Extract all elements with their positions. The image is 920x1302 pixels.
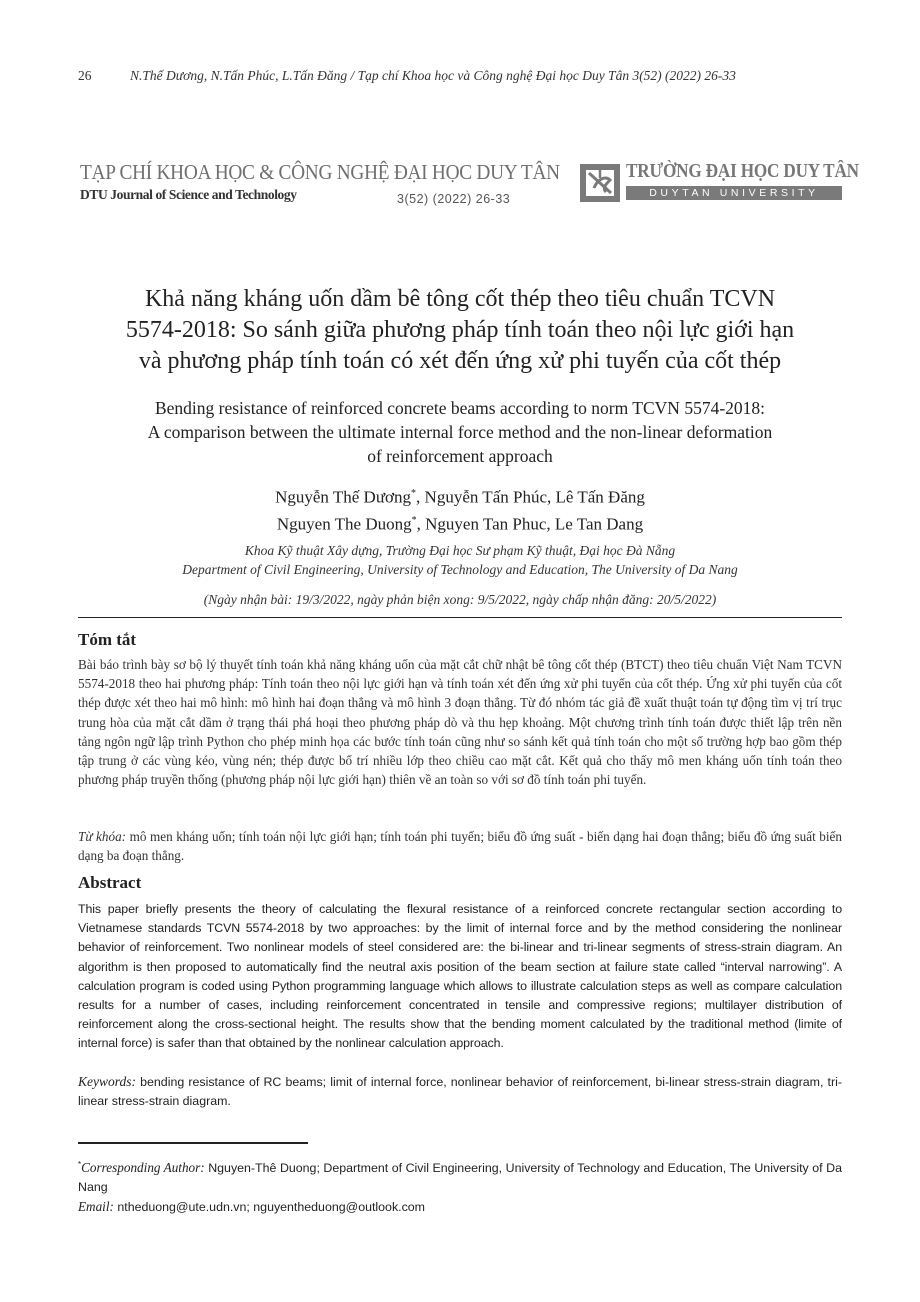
email-link[interactable]: ntheduong@ute.udn.vn: [117, 1200, 247, 1215]
co-authors: , Nguyễn Tấn Phúc, Lê Tấn Đăng: [416, 487, 645, 507]
footnote-divider: [78, 1142, 308, 1144]
title-vi-line: Khả năng kháng uốn dầm bê tông cốt thép theo tiêu chuẩn TCVN: [144, 286, 776, 312]
keywords-label: Keywords:: [78, 1074, 136, 1089]
corresponding-mark: *: [411, 514, 417, 526]
title-en-line: Bending resistance of reinforced concrete beams according to norm TCVN 5574-2018:: [154, 398, 766, 418]
university-name-en: DUYTAN UNIVERSITY: [626, 186, 842, 200]
abstract-heading: Abstract: [78, 873, 142, 892]
divider: [78, 617, 842, 618]
affiliation: [60, 541, 860, 579]
summary-heading: Tóm tắt: [78, 630, 137, 649]
keywords-en: [78, 1072, 842, 1111]
title-en-line: A comparison between the ultimate internal force method and the non-linear deformation: [147, 422, 773, 442]
author-name: Nguyễn Thế Dương: [275, 487, 412, 507]
summary-body: Bài báo trình bày sơ bộ lý thuyết tính toán khả năng kháng uốn của mặt cắt chữ nhật bê tông cốt thép (BTCT) theo tiêu chuẩn Việt Nam TCVN 5574-2018 theo hai phương pháp: Tính toán theo nội lực giới hạn và tính toán xét đến ứng xử phi tuyến của cốt thép. Ứng xử phi tuyến của cốt thép được xét theo hai mô hình: mô hình hai đoạn thẳng và mô hình 3 đoạn thẳng. Từ đó nhóm tác giả đề xuất thuật toán tự động tìm vị trí trục trung hòa của mặt cắt dầm ở trạng thái phá hoại theo phương pháp dò và thu hẹp khoảng. Một chương trình tính toán được thiết lập trên nền tảng ngôn ngữ lập trình Python cho phép minh họa các bước tính toán cũng như so sánh kết quả tính toán cho một số trường hợp bao gồm thép tập trung ở các vùng kéo, vùng nén; thép được bố trí nhiều lớp theo chiều cao mặt cắt. Kết quả cho thấy mô men kháng uốn tính toán theo phương pháp truyền thống (phương pháp nội lực giới hạn) thiên về an toàn so với sơ đồ tính toán phi tuyến.: [78, 657, 842, 788]
running-head: [78, 68, 736, 84]
authors-vi: [60, 482, 860, 509]
footnote-label: Corresponding Author:: [81, 1160, 205, 1176]
corresponding-author: [78, 1155, 842, 1197]
authors-en: [60, 509, 860, 536]
authors: [60, 482, 860, 535]
keywords-text: mô men kháng uốn; tính toán nội lực giới hạn; tính toán phi tuyến; biểu đồ ứng suất - biến dạng hai đoạn thẳng; biểu đồ ứng suất biến dạng ba đoạn thẳng.: [78, 829, 842, 864]
article-dates: (Ngày nhận bài: 19/3/2022, ngày phản biện xong: 9/5/2022, ngày chấp nhận đăng: 20/5/2022): [203, 592, 717, 607]
duytan-logo-icon: [580, 164, 620, 202]
footnote-mark: *: [78, 1160, 82, 1169]
journal-masthead: [80, 160, 560, 206]
author-name: Nguyen The Duong: [276, 514, 412, 534]
footnote: [78, 1155, 842, 1217]
university-logo: [580, 161, 859, 202]
running-citation: N.Thế Dương, N.Tấn Phúc, L.Tấn Đăng / Tạp chí Khoa học và Công nghệ Đại học Duy Tân 3(52) (2022) 26-33: [130, 68, 736, 83]
email-line: [78, 1197, 842, 1217]
journal-title-vi: TẠP CHÍ KHOA HỌC & CÔNG NGHỆ ĐẠI HỌC DUY TÂN: [80, 160, 560, 184]
keywords-vi: [78, 827, 842, 865]
title-vi-line: và phương pháp tính toán có xét đến ứng xử phi tuyến của cốt thép: [138, 348, 782, 374]
affiliation-vi: Khoa Kỹ thuật Xây dựng, Trường Đại học Sư phạm Kỹ thuật, Đại học Đà Nẵng: [244, 543, 676, 558]
keywords-label: Từ khóa:: [78, 829, 127, 844]
keywords-text: bending resistance of RC beams; limit of internal force, nonlinear behavior of reinforcement, bi-linear stress-strain diagram, tri-linear stress-strain diagram.: [78, 1075, 842, 1109]
article-title-en: [60, 396, 860, 468]
title-en-line: of reinforcement approach: [367, 446, 553, 466]
email-link[interactable]: nguyentheduong@outlook.com: [253, 1200, 425, 1215]
affiliation-en: Department of Civil Engineering, University of Technology and Education, The University of Da Nang: [182, 562, 738, 577]
email-label: Email:: [78, 1199, 114, 1215]
corresponding-mark: *: [411, 488, 417, 499]
abstract-body: This paper briefly presents the theory of calculating the flexural resistance of a reinforced concrete rectangular section according to Vietnamese standards TCVN 5574-2018 by two approaches: by the limit of internal force and by the method considering the nonlinear behavior of reinforcement. Two nonlinear models of steel considered are: the bi-linear and tri-linear segments of stress-strain diagram. An algorithm is then proposed to automatically find the neutral axis position of the beam section at failure state called “interval narrowing”. A calculation program is coded using Python programming language which allows to illustrate calculation steps as well as compare calculation results for a number of cases, including reinforcement concentrated in tensile and compressive regions; multilayer distribution of reinforcement along the cross-sectional height. The results show that the bending moment calculated by the traditional method (limite of internal force) is safer than that obtained by the nonlinear calculation approach.: [78, 902, 842, 1051]
email-separator: ;: [246, 1200, 254, 1215]
title-vi-line: 5574-2018: So sánh giữa phương pháp tính toán theo nội lực giới hạn: [125, 317, 795, 343]
article-title-vi: [60, 284, 860, 377]
page-number: 26: [78, 68, 92, 83]
journal-title-en: DTU Journal of Science and Technology: [80, 187, 297, 202]
co-authors: , Nguyen Tan Phuc, Le Tan Dang: [416, 514, 644, 534]
journal-volume: 3(52) (2022) 26-33: [397, 192, 511, 206]
footnote-text: Nguyen-Thê Duong; Department of Civil Engineering, University of Technology and Education, The University of Da Nang: [78, 1161, 842, 1195]
university-name-vi: TRƯỜNG ĐẠI HỌC DUY TÂN: [626, 161, 859, 182]
